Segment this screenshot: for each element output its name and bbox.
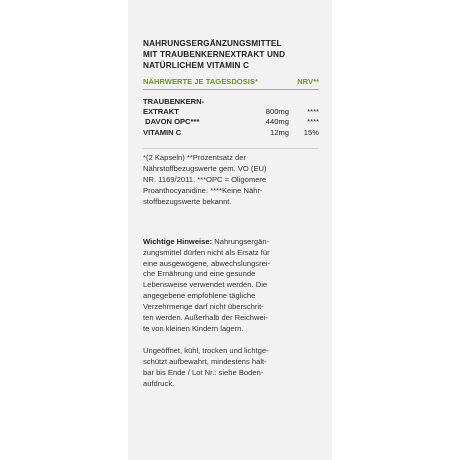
notes-label: Wichtige Hinweise: (143, 236, 213, 246)
footnote-line: NR. 1169/2011. ***OPC = Oligomere (143, 175, 267, 185)
footnote-line: stoffbezugswerte bekannt. (143, 196, 232, 206)
notes-first-line-rest: Nahrungsergän- (212, 236, 270, 246)
storage-line: aufdruck. (143, 378, 175, 388)
footnote-line: Proanthocyanidine. ****Keine Nähr- (143, 185, 263, 195)
nutrition-table-header (143, 77, 319, 90)
notes-line: che Ernährung und eine gesunde (143, 269, 256, 279)
table-row (143, 97, 319, 107)
notes-line: Lebensweise verwendet werden. Die (143, 280, 268, 290)
table-row (143, 128, 319, 138)
nutrient-name: VITAMIN C (143, 127, 182, 137)
nutrient-amount: 440mg (265, 117, 289, 127)
nutrient-amount: 800mg (265, 107, 289, 117)
footnote-line: Nährstoffbezugswerte gem. VO (EU) (143, 164, 267, 174)
notes-line: eine ausgewogene, abwechslungsrei- (143, 258, 271, 268)
nrv-header-label: NRV** (297, 76, 319, 86)
storage-line: schützt aufbewahrt, mindestens halt- (143, 356, 267, 366)
nutrient-name: TRAUBENKERN- (143, 96, 205, 106)
notes-line: angegebene empfohlene tägliche (143, 291, 256, 301)
label-content (143, 38, 319, 390)
heading-line: NAHRUNGSERGÄNZUNGSMITTEL (143, 39, 282, 48)
storage-line: bar bis Ende / Lot Nr.: siehe Boden- (143, 367, 264, 377)
notes-first-line (143, 237, 319, 248)
nutrient-nrv (289, 97, 319, 107)
nutrient-nrv: **** (307, 117, 319, 127)
nutrient-nrv: **** (307, 107, 319, 117)
nutrient-name: EXTRAKT (143, 107, 179, 117)
heading-line: NATÜRLICHEM VITAMIN C (143, 61, 250, 71)
notes-line: te von kleinen Kindern lagern. (143, 324, 244, 334)
product-heading (143, 38, 319, 72)
heading-line: MIT TRAUBENKERNEXTRAKT UND (143, 50, 286, 60)
footnote (143, 148, 319, 208)
notes-line: Verzehrmenge darf nicht überschrit- (143, 302, 264, 312)
table-row (143, 107, 319, 117)
notes-line: ten werden. Außerhalb der Reichwei- (143, 313, 268, 323)
nutrient-nrv: 15% (303, 127, 319, 137)
nutrition-header-label: NÄHRWERTE JE TAGESDOSIS* (143, 76, 258, 86)
nutrition-table (143, 97, 319, 139)
footnote-line: *(2 Kapseln) **Prozentsatz der (143, 153, 246, 163)
storage-line: Ungeöffnet, kühl, trocken und lichtge- (143, 345, 269, 355)
storage-instructions (143, 346, 319, 390)
important-notes (143, 237, 319, 335)
nutrient-amount: 12mg (270, 127, 289, 137)
table-row (143, 117, 319, 127)
nutrient-name: DAVON OPC*** (143, 117, 200, 127)
notes-line: zungsmittel dürfen nicht als Ersatz für (143, 247, 270, 257)
nutrient-amount (229, 97, 289, 107)
